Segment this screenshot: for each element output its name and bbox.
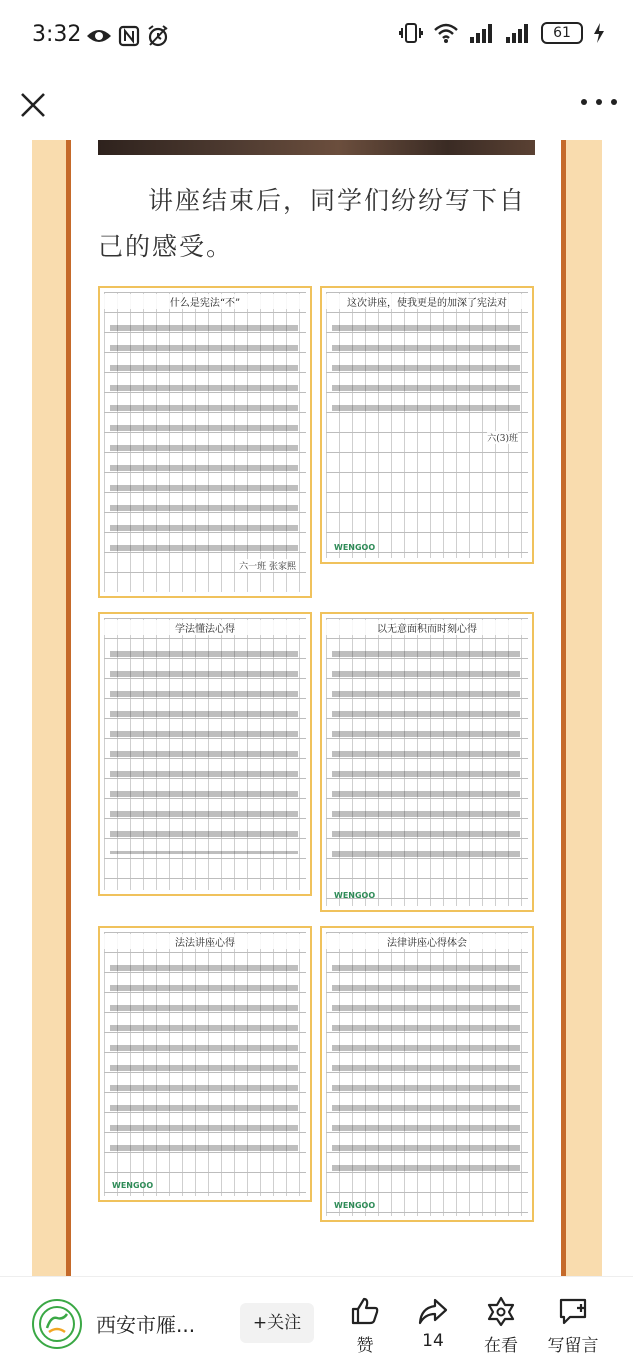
- more-icon-dot: [581, 99, 587, 105]
- comment-button[interactable]: [538, 1295, 608, 1361]
- caption-text: 讲座结束后，同学们纷纷写下自己的感受。: [98, 186, 527, 261]
- signal-icon: [505, 23, 531, 43]
- lecture-photo[interactable]: [98, 140, 535, 155]
- alarm-icon: [146, 24, 170, 48]
- essay-image[interactable]: [320, 612, 534, 912]
- essay-image[interactable]: [320, 926, 534, 1222]
- nav-bar: [0, 72, 633, 140]
- frame-border-right: [561, 140, 566, 1276]
- school-logo-icon: [37, 1304, 77, 1344]
- charging-icon: [593, 23, 605, 43]
- essay-handwriting: [332, 958, 520, 1180]
- status-bar: [0, 0, 633, 72]
- essay-brand: WENGOO: [334, 543, 376, 552]
- like-label: 赞: [356, 1336, 374, 1356]
- essay-image[interactable]: [98, 926, 312, 1202]
- status-icons-left: [86, 24, 170, 48]
- more-button[interactable]: [581, 94, 617, 110]
- essay-title: 法法讲座心得: [100, 934, 310, 949]
- essay-title: 以无意面积而时刻心得: [322, 620, 532, 635]
- follow-button[interactable]: +关注: [240, 1303, 314, 1343]
- essay-image[interactable]: [98, 286, 312, 598]
- article-caption: [98, 178, 543, 270]
- essay-brand: WENGOO: [334, 891, 376, 900]
- watching-flower-icon: [485, 1295, 517, 1327]
- essay-title: 这次讲座，使我更是的加深了宪法对: [322, 294, 532, 309]
- essay-handwriting: [332, 644, 520, 870]
- essay-title: 什么是宪法“不”: [100, 294, 310, 309]
- essay-handwriting: [110, 644, 298, 854]
- essay-author: 六(3)班: [487, 431, 518, 444]
- more-icon-dot: [596, 99, 602, 105]
- comment-label: 写留言: [547, 1336, 599, 1356]
- essay-title: 法律讲座心得体会: [322, 934, 532, 949]
- more-icon-dot: [611, 99, 617, 105]
- article-content[interactable]: [0, 140, 633, 1276]
- essay-handwriting: [332, 318, 520, 422]
- close-button[interactable]: [16, 88, 50, 122]
- share-count: 14: [422, 1331, 444, 1351]
- battery-icon: 61: [541, 22, 583, 44]
- share-arrow-icon: [417, 1295, 449, 1327]
- close-icon: [16, 88, 50, 122]
- watching-label: 在看: [484, 1336, 518, 1356]
- account-name[interactable]: 西安市雁...: [96, 1313, 196, 1337]
- essay-image[interactable]: [320, 286, 534, 564]
- eye-icon: [86, 26, 112, 46]
- essay-author: 六一班 张家熙: [239, 559, 296, 572]
- comment-plus-icon: [557, 1295, 589, 1327]
- essay-handwriting: [110, 318, 298, 556]
- like-button[interactable]: [330, 1295, 400, 1361]
- essay-title: 学法懂法心得: [100, 620, 310, 635]
- essay-handwriting: [110, 958, 298, 1160]
- bottom-action-bar: [0, 1276, 633, 1366]
- essay-image[interactable]: [98, 612, 312, 896]
- account-avatar[interactable]: [32, 1299, 82, 1349]
- nfc-icon: [118, 25, 140, 47]
- vibrate-icon: [399, 22, 423, 44]
- essay-brand: WENGOO: [334, 1201, 376, 1210]
- status-icons-right: [399, 22, 605, 44]
- watching-button[interactable]: [466, 1295, 536, 1361]
- share-button[interactable]: [398, 1295, 468, 1361]
- status-time: 3:32: [32, 22, 82, 47]
- essay-brand: WENGOO: [112, 1181, 154, 1190]
- wifi-icon: [433, 22, 459, 44]
- thumbs-up-icon: [349, 1295, 381, 1327]
- signal-icon: [469, 23, 495, 43]
